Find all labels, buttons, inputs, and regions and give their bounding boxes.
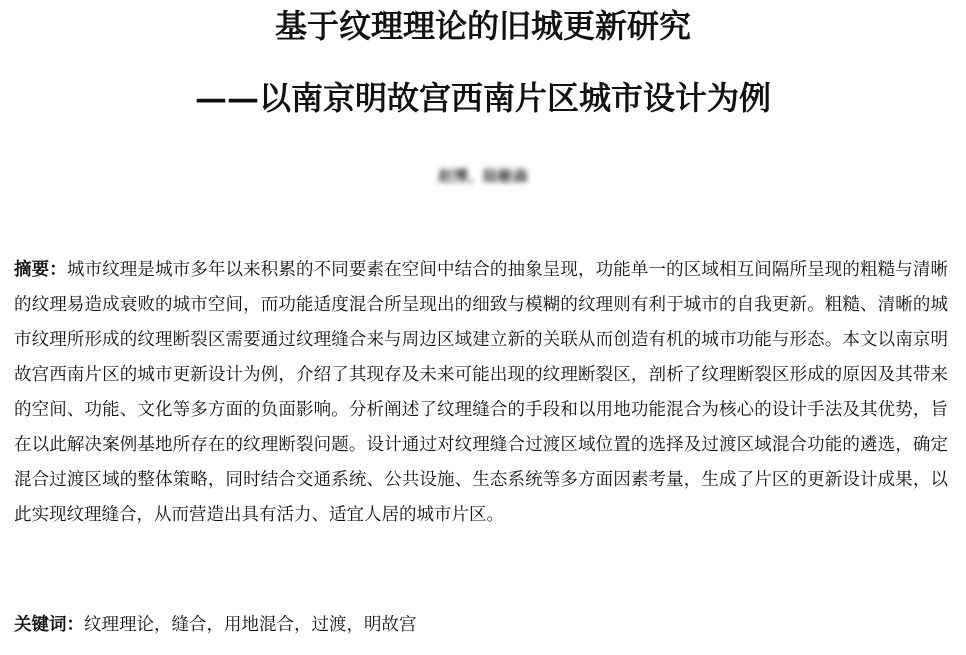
abstract-text: 城市纹理是城市多年以来积累的不同要素在空间中结合的抽象呈现，功能单一的区域相互间隔所呈现的粗糙与清晰的纹理易造成衰败的城市空间，而功能适度混合所呈现出的细致与模糊的纹理则有利于城市的自我更新。粗糙、清晰的城市纹理所形成的纹理断裂区需要通过纹理缝合来与周边区域建立新的关联从而创造有机的城市功能与形态。本文以南京明故宫西南片区的城市更新设计为例，介绍了其现存及未来可能出现的纹理断裂区，剖析了纹理断裂区形成的原因及其带来的空间、功能、文化等多方面的负面影响。分析阐述了纹理缝合的手段和以用地功能混合为核心的设计手法及其优势，旨在以此解决案例基地所存在的纹理断裂问题。设计通过对纹理缝合过渡区域位置的选择及过渡区域混合功能的遴选，确定混合过渡区域的整体策略，同时结合交通系统、公共设施、生态系统等多方面因素考量，生成了片区的更新设计成果，以此实现纹理缝合，从而营造出具有活力、适宜人居的城市片区。 xyxy=(14,260,948,525)
keywords-label: 关键词： xyxy=(14,615,84,635)
author-line xyxy=(0,166,966,186)
paper-title: 基于纹理理论的旧城更新研究 xyxy=(274,7,691,45)
paper-subtitle: ——以南京明故宫西南片区城市设计为例 xyxy=(194,79,771,117)
blurred-author-names: 赵博，陆敏森 xyxy=(437,167,528,185)
keywords-line xyxy=(14,608,948,643)
abstract-paragraph xyxy=(14,253,948,533)
keywords-text: 纹理理论，缝合，用地混合，过渡，明故宫 xyxy=(84,615,417,635)
abstract-label: 摘要： xyxy=(14,260,67,280)
